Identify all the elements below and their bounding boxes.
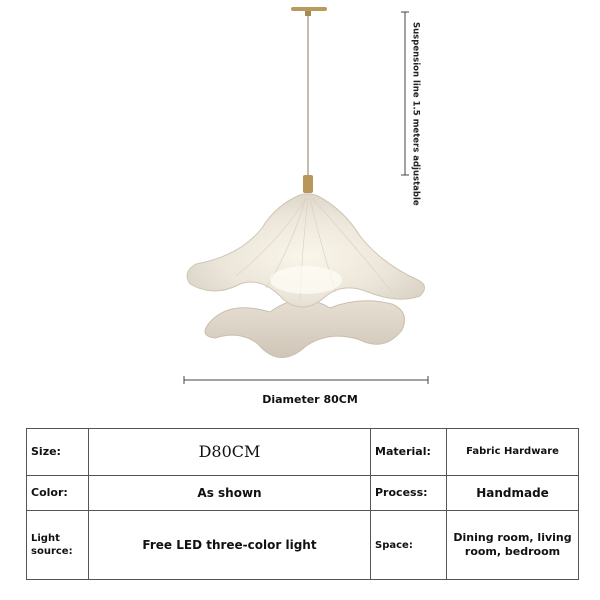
material-label: Material: [371, 429, 447, 476]
color-label: Color: [27, 475, 89, 511]
process-value: Handmade [447, 475, 579, 511]
ceiling-canopy [291, 7, 327, 11]
process-label: Process: [371, 475, 447, 511]
material-value: Fabric Hardware [447, 429, 579, 476]
spec-row [27, 475, 579, 511]
diameter-label: Diameter 80CM [262, 393, 358, 406]
size-value: D80CM [89, 429, 371, 476]
size-label: Size: [27, 429, 89, 476]
spec-table [26, 428, 579, 580]
lamp-holder [303, 175, 313, 193]
spec-row [27, 511, 579, 580]
space-label: Space: [371, 511, 447, 580]
light-source-value: Free LED three-color light [89, 511, 371, 580]
suspension-label: Suspension line 1.5 meters adjustable [410, 22, 421, 206]
space-value: Dining room, living room, bedroom [447, 511, 579, 580]
spec-row [27, 429, 579, 476]
light-source-label: Light source: [27, 511, 89, 580]
color-value: As shown [89, 475, 371, 511]
